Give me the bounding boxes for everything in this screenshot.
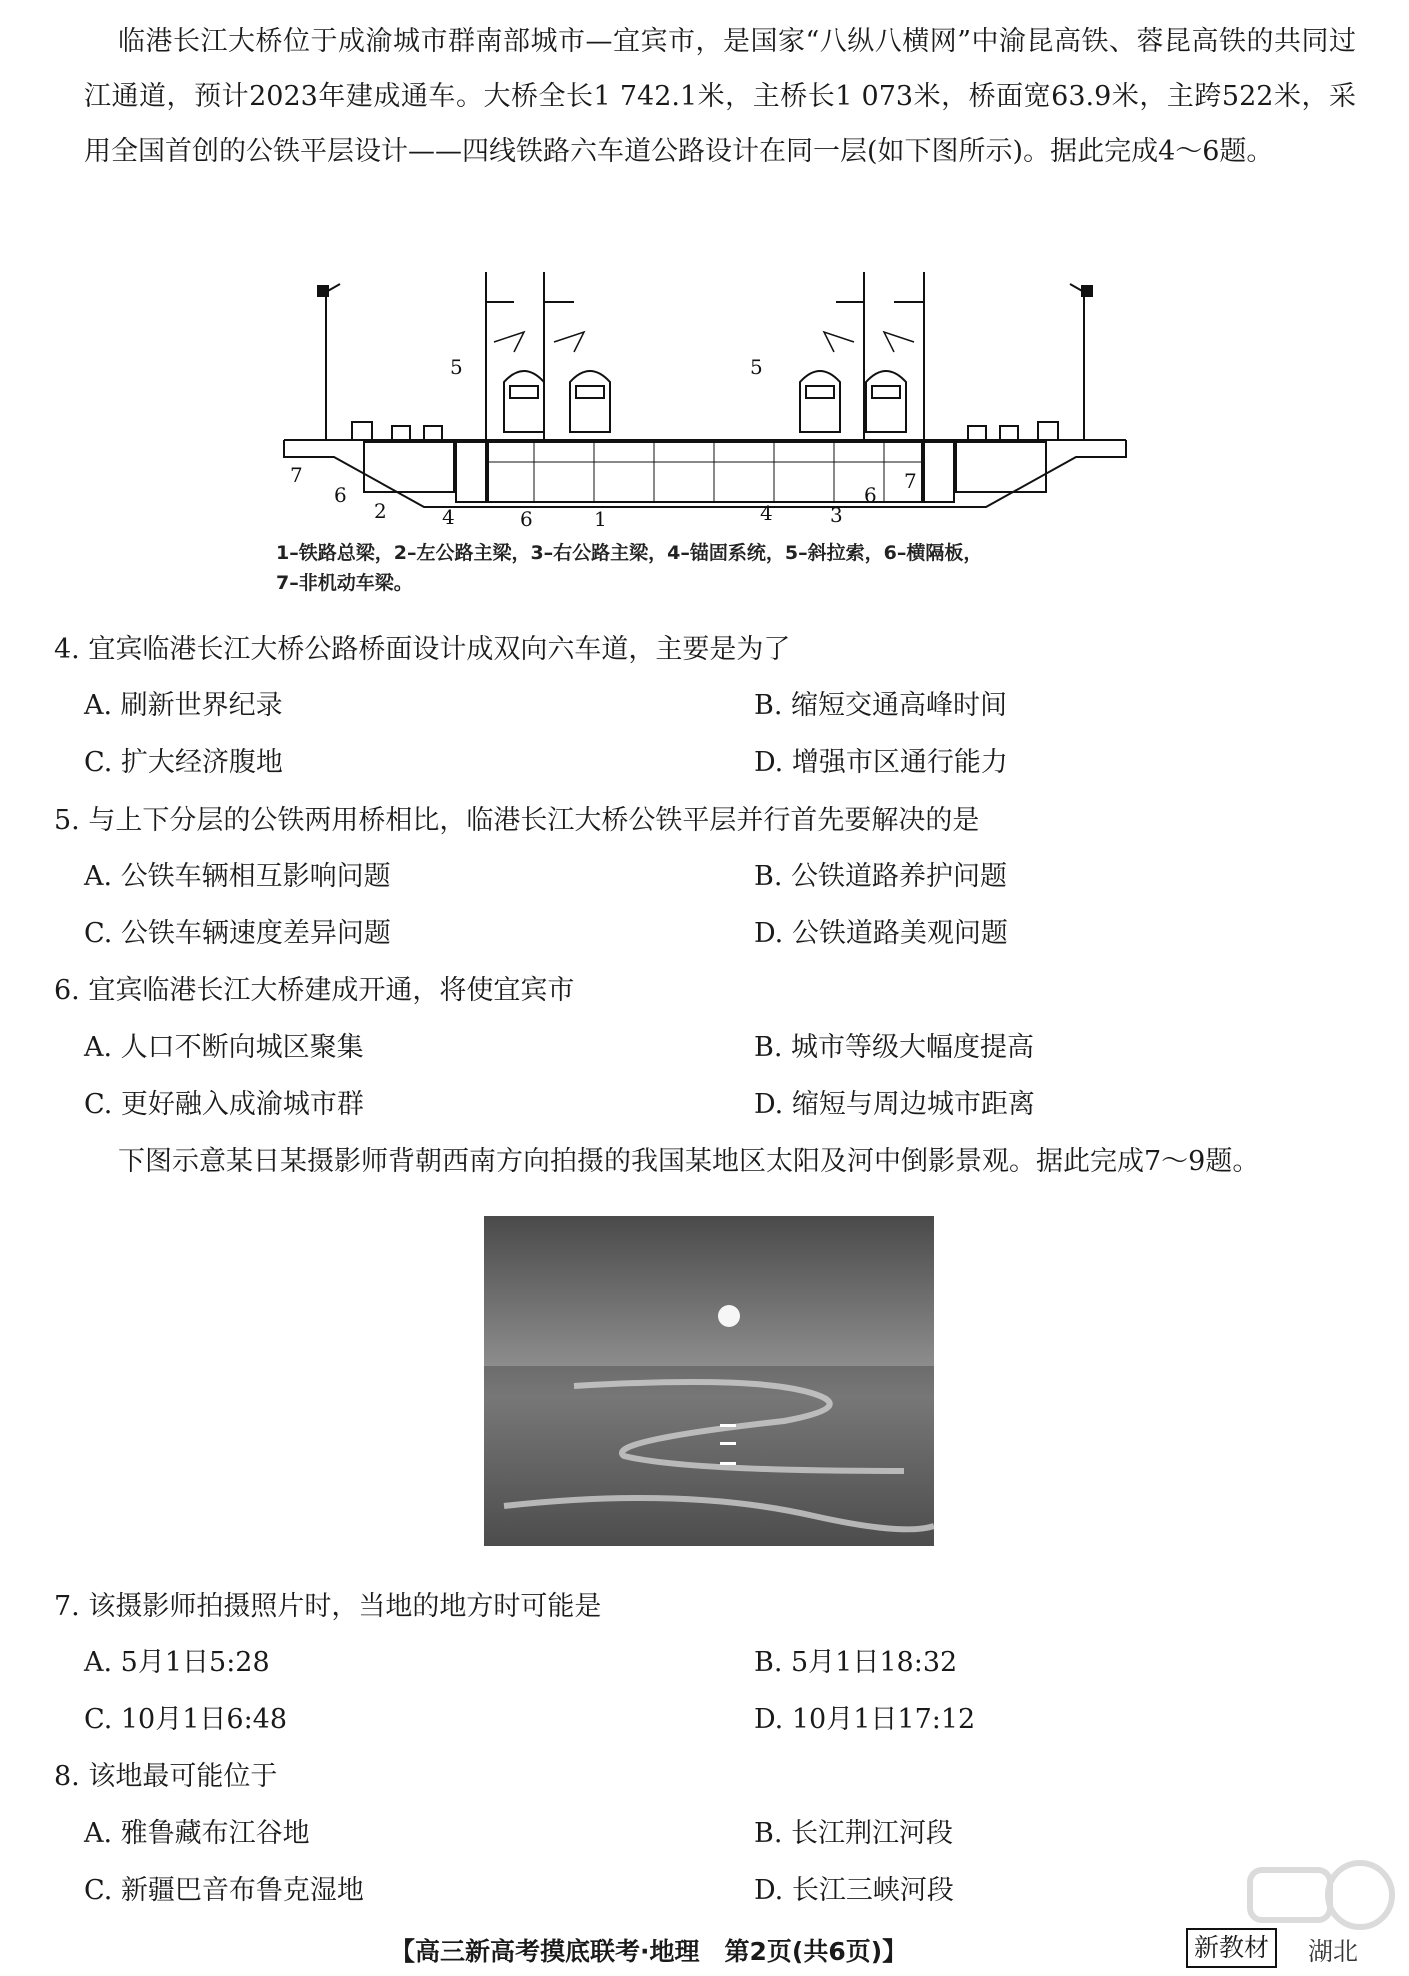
q6-option-a: A. 人口不断向城区聚集 [84,1032,364,1063]
q4-option-c: C. 扩大经济腹地 [84,747,283,778]
label-4-right: 4 [760,501,773,525]
q8-option-d: D. 长江三峡河段 [754,1875,954,1906]
question-6: 6. 宜宾临港长江大桥建成开通，将使宜宾市 [54,975,575,1006]
question-7: 7. 该摄影师拍摄照片时，当地的地方时可能是 [54,1591,602,1622]
sunset-river-photo [484,1216,934,1546]
label-6-right: 6 [864,483,877,507]
label-2: 2 [374,499,387,523]
page-footer: 【高三新高考摸底联考·地理 第2页(共6页)】 [390,1937,908,1966]
label-3: 3 [830,503,843,527]
question-5: 5. 与上下分层的公铁两用桥相比，临港长江大桥公铁平层并行首先要解决的是 [54,805,980,836]
q6-option-d: D. 缩短与周边城市距离 [754,1089,1035,1120]
label-6-mid: 6 [520,507,533,531]
q5-option-a: A. 公铁车辆相互影响问题 [84,861,391,892]
q6-option-c: C. 更好融入成渝城市群 [84,1089,364,1120]
q7-option-d: D. 10月1日17:12 [754,1704,976,1735]
q4-option-b: B. 缩短交通高峰时间 [754,690,1008,721]
label-7-left: 7 [290,463,303,487]
q4-option-d: D. 增强市区通行能力 [754,747,1008,778]
region-label: 湖北 [1308,1937,1359,1966]
label-5-left: 5 [450,355,463,379]
q7-option-c: C. 10月1日6:48 [84,1704,288,1735]
q4-option-a: A. 刷新世界纪录 [84,690,283,721]
q5-option-b: B. 公铁道路养护问题 [754,861,1008,892]
label-5-right: 5 [750,355,763,379]
caption-line-1: 1–铁路总梁，2–左公路主梁，3–右公路主梁，4–锚固系统，5–斜拉索，6–横隔板， [276,542,983,564]
question-8: 8. 该地最可能位于 [54,1761,278,1792]
intro-7-9: 下图示意某日某摄影师背朝西南方向拍摄的我国某地区太阳及河中倒影景观。据此完成7～9题。 [118,1146,1260,1177]
label-6-left: 6 [334,483,347,507]
question-4: 4. 宜宾临港长江大桥公路桥面设计成双向六车道，主要是为了 [54,634,791,665]
intro-paragraph: 临港长江大桥位于成渝城市群南部城市—宜宾市，是国家“八纵八横网”中渝昆高铁、蓉昆高铁的共同过江通道，预计2023年建成通车。大桥全长1 742.1米，主桥长1 073米，桥面宽63.9米，主跨522米，采用全国首创的公铁平层设计——四线铁路六车道公路设计在同一层(如下图所示)。据此完成4～6题。 [84,26,1356,167]
q8-option-b: B. 长江荆江河段 [754,1818,954,1849]
q5-option-c: C. 公铁车辆速度差异问题 [84,918,391,949]
q8-option-c: C. 新疆巴音布鲁克湿地 [84,1875,364,1906]
q7-option-b: B. 5月1日18:32 [754,1647,958,1678]
new-textbook-badge: 新教材 [1186,1928,1277,1968]
q8-option-a: A. 雅鲁藏布江谷地 [84,1818,310,1849]
figure-caption [276,538,1136,598]
q5-option-d: D. 公铁道路美观问题 [754,918,1008,949]
q7-option-a: A. 5月1日5:28 [84,1647,270,1678]
q6-option-b: B. 城市等级大幅度提高 [754,1032,1035,1063]
label-7-right: 7 [904,469,917,493]
caption-line-2: 7–非机动车梁。 [276,572,413,594]
label-1: 1 [594,507,607,531]
label-4-left: 4 [442,505,455,529]
